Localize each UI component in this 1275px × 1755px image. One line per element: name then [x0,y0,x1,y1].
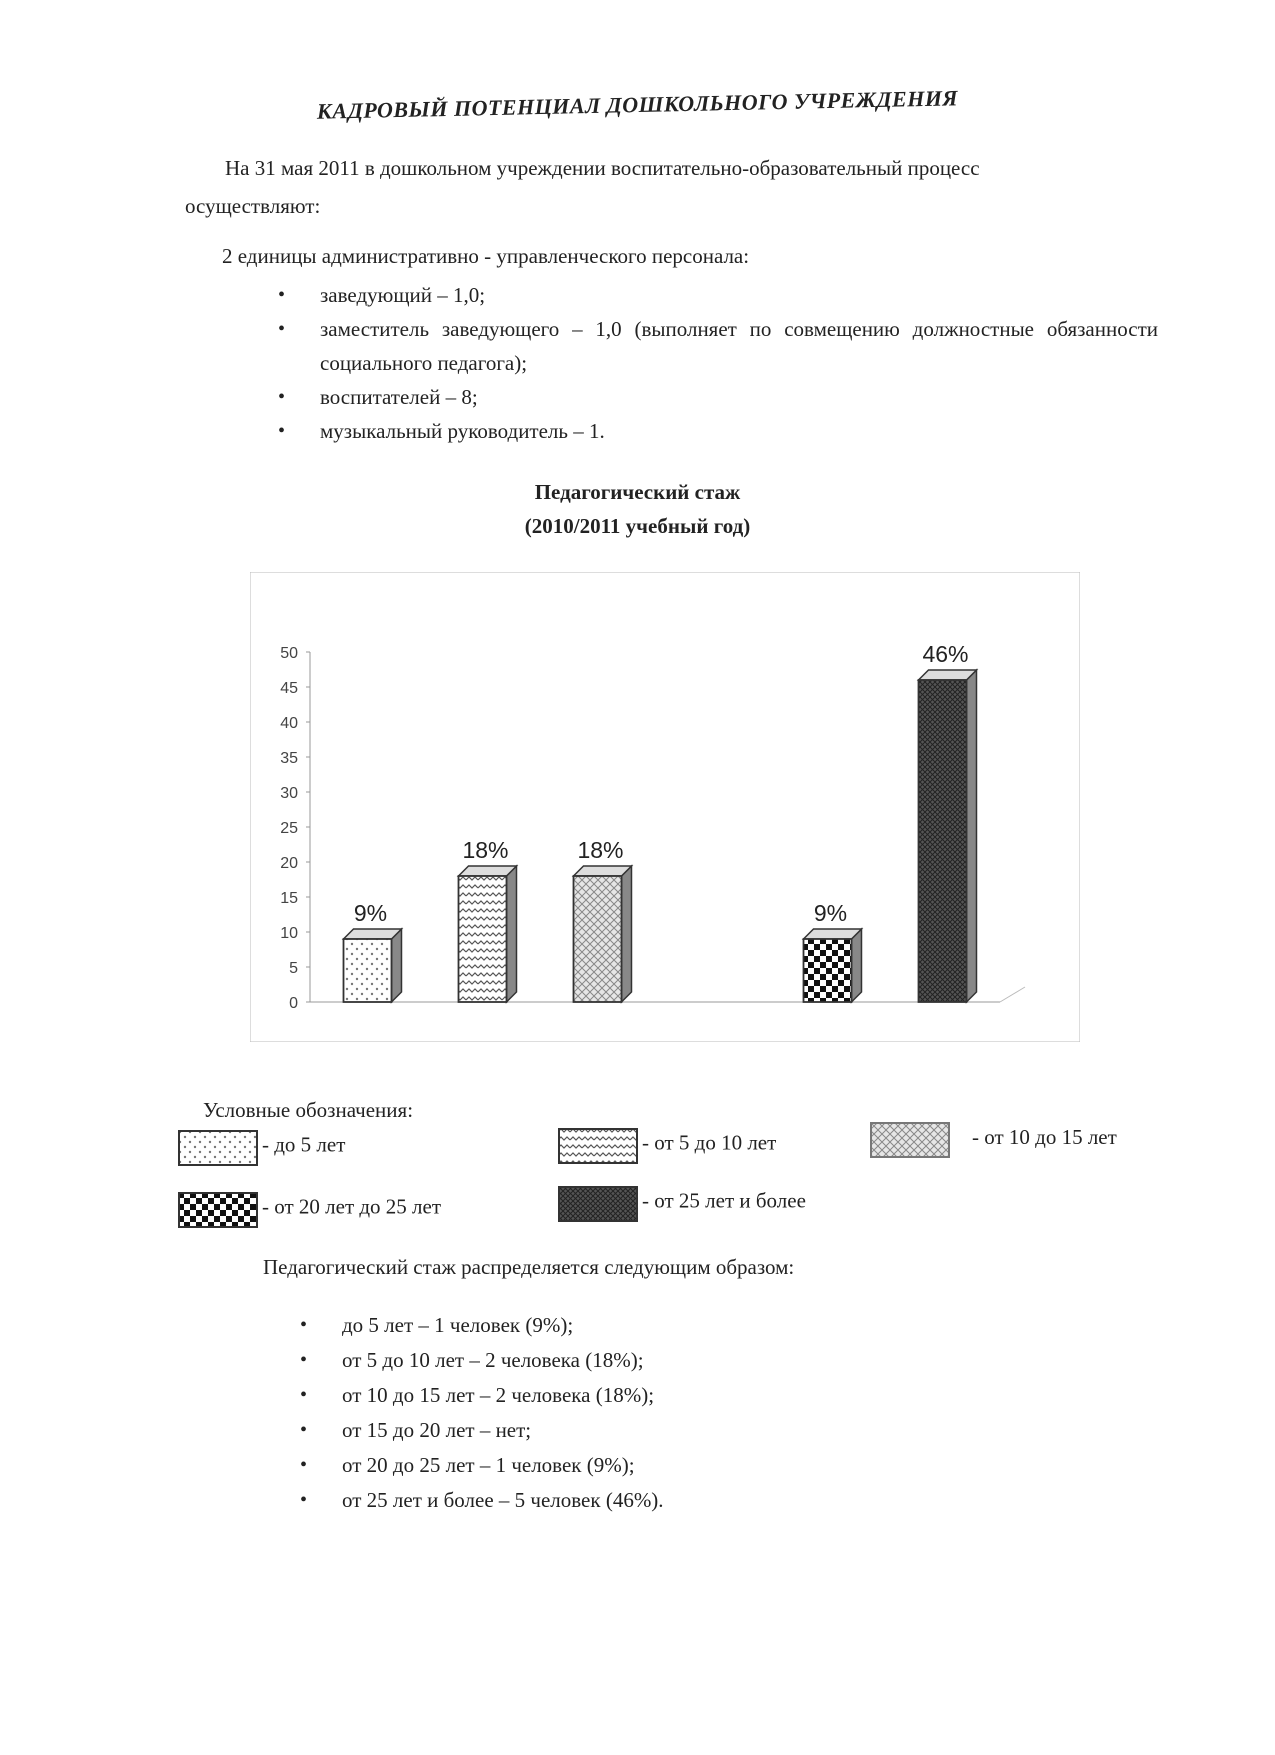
legend-item [558,1128,776,1164]
y-tick-label: 35 [280,750,298,767]
y-tick-label: 50 [280,645,298,662]
y-tick-label: 15 [280,890,298,907]
legend-label: - до 5 лет [262,1132,346,1157]
staff-list [278,278,1158,448]
legend-label: - от 25 лет и более [642,1188,806,1213]
summary-item: • до 5 лет – 1 человек (9%); [300,1308,1000,1343]
staff-item: • заведующий – 1,0; [278,278,1158,312]
summary-item: • от 25 лет и более – 5 человек (46%). [300,1483,1000,1518]
data-label: 18% [462,837,509,863]
legend-swatch-dots [178,1130,258,1166]
bar-side [967,670,977,1002]
bar-side [622,866,632,1002]
admin-staff-heading: 2 единицы административно - управленческого персонала: [222,244,750,268]
intro-text-line2: осуществляют: [185,194,321,218]
y-tick-label: 0 [289,995,298,1012]
legend-item [178,1130,345,1166]
data-label: 18% [577,837,624,863]
bar [919,680,967,1002]
legend-item [870,1122,1117,1158]
y-tick-label: 25 [280,820,298,837]
bar-top [919,670,977,680]
document-title: КАДРОВЫЙ ПОТЕНЦИАЛ ДОШКОЛЬНОГО УЧРЕЖДЕНИЯ [316,85,959,124]
summary-intro: Педагогический стаж распределяется следующим образом: [263,1255,795,1279]
legend-item [558,1186,806,1222]
y-tick-label: 45 [280,680,298,697]
data-label: 46% [922,641,969,667]
bar [574,876,622,1002]
summary-item: • от 20 до 25 лет – 1 человек (9%); [300,1448,1000,1483]
bar [344,939,392,1002]
bar-side [507,866,517,1002]
bar-side [852,929,862,1002]
staff-item: • воспитателей – 8; [278,380,1158,414]
legend-swatch-waves [558,1128,638,1164]
y-tick-label: 10 [280,925,298,942]
y-tick-label: 30 [280,785,298,802]
bar [804,939,852,1002]
staff-item: • музыкальный руководитель – 1. [278,414,1158,448]
legend-item [178,1192,441,1228]
bar-chart [250,572,1080,1042]
data-label: 9% [353,900,388,926]
bar-top [344,929,402,939]
legend-label: - от 10 до 15 лет [972,1124,1117,1149]
bar-top [459,866,517,876]
y-tick-label: 5 [289,960,298,977]
staff-item: • заместитель заведующего – 1,0 (выполняет по совмещению должностные обязанности социального педагога); [278,312,1158,380]
chart-title-line1: Педагогический стаж [534,480,741,504]
chart-title-line2: (2010/2011 учебный год) [524,514,751,538]
bar [459,876,507,1002]
legend-caption: Условные обозначения: [203,1098,414,1122]
chart-title [0,475,1275,543]
y-tick-label: 40 [280,715,298,732]
data-label: 9% [813,900,848,926]
bar-side [392,929,402,1002]
legend-label: - от 5 до 10 лет [642,1130,777,1155]
summary-item: • от 5 до 10 лет – 2 человека (18%); [300,1343,1000,1378]
y-tick-label: 20 [280,855,298,872]
legend-label: - от 20 лет до 25 лет [262,1194,442,1219]
bar-top [574,866,632,876]
intro-text-line1: На 31 мая 2011 в дошкольном учреждении воспитательно-образовательный процесс [225,156,980,180]
legend-swatch-checker [178,1192,258,1228]
summary-item: • от 15 до 20 лет – нет; [300,1413,1000,1448]
summary-list [300,1308,1000,1518]
legend-swatch-dense [558,1186,638,1222]
summary-item: • от 10 до 15 лет – 2 человека (18%); [300,1378,1000,1413]
bar-top [804,929,862,939]
legend-swatch-crosshatch [870,1122,950,1158]
